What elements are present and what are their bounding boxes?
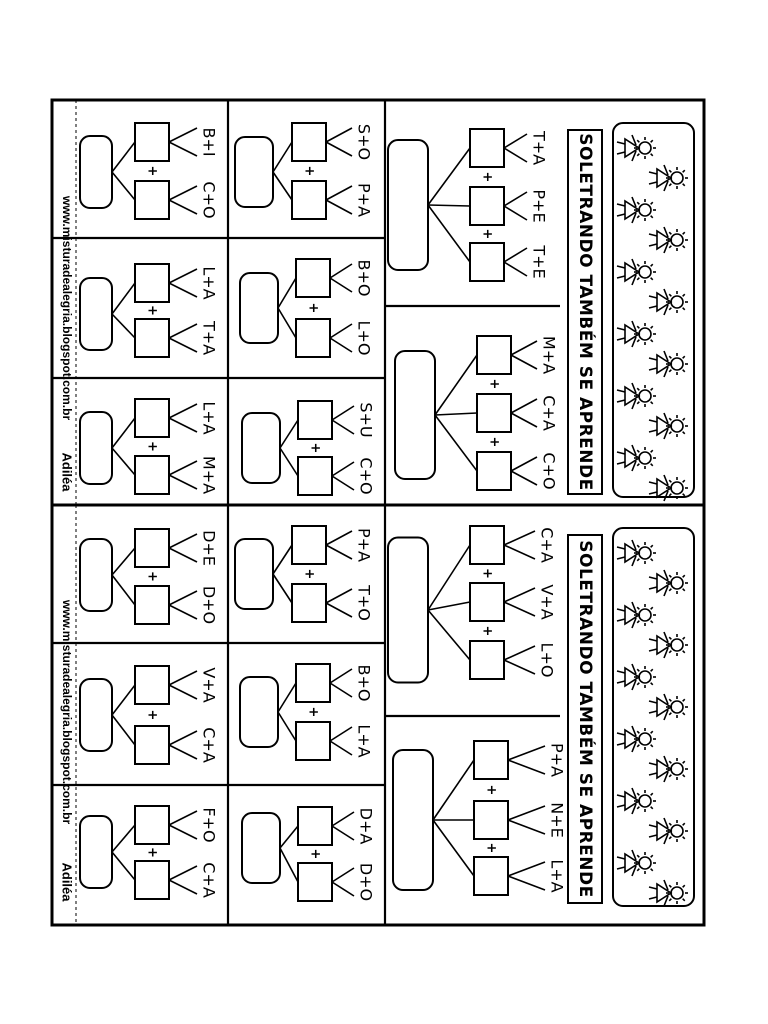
plus-sign: + [479,568,495,579]
fork-line [169,324,197,338]
answer-box [393,750,433,890]
syllable-label: C+A [199,727,219,763]
fork-line [508,806,545,820]
branch-line [428,205,470,206]
syllable-label: L+A [199,401,219,435]
fork-line [169,671,197,685]
fork-line [169,591,197,605]
letter-box [135,529,169,567]
worksheet-panel-1 [52,100,704,505]
syllable-label: D+O [199,585,219,625]
syllable-label: D+A [356,807,376,845]
letter-box [135,264,169,302]
fork-line [332,462,354,476]
word-item-large [393,741,567,895]
letter-box [470,641,504,679]
branch-line [112,548,135,575]
syllable-label: T+A [199,320,219,356]
worksheet-panel-2 [52,505,704,925]
branch-line [278,712,296,741]
word-item-middle [242,807,376,901]
fork-line [169,338,197,352]
fork-line [169,745,197,759]
answer-box [240,273,278,343]
fork-line [169,461,197,475]
answer-box [242,413,280,483]
branch-line [112,685,135,715]
fork-line [504,646,535,660]
syllable-label: V+A [537,584,557,620]
letter-box [135,181,169,219]
fork-line [330,338,352,352]
syllable-label: M+A [539,335,559,375]
plus-sign: + [144,165,160,177]
fork-line [169,269,197,283]
letter-box [296,259,330,297]
letter-box [135,726,169,764]
fork-line [511,471,537,485]
syllable-label: D+E [199,530,219,566]
plus-sign: + [479,625,495,637]
branch-line [433,820,474,876]
answer-box [80,816,112,888]
letter-box [477,336,511,374]
letter-box [135,666,169,704]
plus-sign: + [301,165,317,177]
branch-line [112,448,135,475]
fork-line [504,262,527,276]
letter-box [135,123,169,161]
letter-box [477,452,511,490]
fork-line [511,399,537,413]
fork-line [169,605,197,619]
plus-sign: + [486,436,502,448]
syllable-label: F+O [199,807,219,843]
fork-line [330,669,352,683]
fork-line [326,589,352,603]
fork-line [169,128,197,142]
fork-line [511,413,537,427]
fork-line [169,548,197,562]
syllable-label: N+E [547,802,567,838]
letter-box [296,664,330,702]
letter-box [470,583,504,621]
letter-box [135,319,169,357]
page-title: SOLETRANDO TAMBÉM SE APRENDE [575,133,595,491]
syllable-label: P+A [547,743,567,777]
word-item-middle [240,664,374,760]
syllable-label: B+O [354,664,374,702]
plus-sign: + [307,848,323,860]
branch-line [112,418,135,448]
syllable-label: M+A [199,455,219,495]
branch-line [273,142,292,172]
answer-box [235,539,273,609]
fork-line [169,283,197,297]
branch-line [278,308,296,338]
branch-line [280,826,298,848]
syllable-label: L+O [537,642,557,678]
answer-box [80,412,112,484]
syllable-label: C+O [199,181,219,219]
word-item-small [80,666,219,764]
branch-line [112,852,135,880]
syllable-label: D+O [356,862,376,902]
fork-line [504,248,527,262]
letter-box [470,129,504,167]
plus-sign: + [144,571,160,582]
letter-box [298,807,332,845]
fork-line [326,545,352,559]
fork-line [169,811,197,825]
plus-sign: + [144,709,160,721]
letter-box [292,584,326,622]
syllable-label: S+O [354,123,374,161]
letter-box [135,861,169,899]
letter-box [474,741,508,779]
fork-line [511,341,537,355]
fork-line [326,186,352,200]
fork-line [169,685,197,699]
word-item-middle [240,259,374,357]
letter-box [292,181,326,219]
fork-line [504,206,527,220]
word-item-small [80,399,219,494]
word-item-small [80,123,219,219]
syllable-label: C+A [539,395,559,431]
decoration-box [613,528,694,906]
branch-line [112,172,135,200]
fork-line [332,406,354,420]
fork-line [504,192,527,206]
letter-box [470,526,504,564]
letter-box [296,722,330,760]
author-name: Adiléa [59,452,75,492]
word-item-large [388,129,549,281]
fork-line [508,746,545,760]
word-item-large [388,526,557,683]
fork-line [169,534,197,548]
fork-line [326,142,352,156]
letter-box [477,394,511,432]
syllable-label: B+O [354,259,374,297]
branch-line [273,545,292,574]
answer-box [80,136,112,208]
branch-line [278,683,296,712]
fork-line [511,355,537,369]
syllable-label: P+E [529,189,549,223]
branch-line [435,415,477,471]
plus-sign: + [479,228,495,240]
fork-line [504,134,527,148]
branch-line [435,413,477,415]
branch-line [273,574,292,603]
fork-line [504,545,535,559]
fork-line [511,457,537,471]
branch-line [280,420,298,448]
letter-box [135,399,169,437]
website-url: www.misturadealegria.blogspot.com.br [59,195,74,421]
letter-box [135,456,169,494]
branch-line [280,848,298,882]
syllable-label: P+A [354,183,374,217]
fork-line [504,602,535,616]
website-url: www.misturadealegria.blogspot.com.br [59,599,74,825]
branch-line [435,355,477,415]
fork-line [169,418,197,432]
word-item-small [80,806,219,899]
syllable-label: C+O [356,457,376,495]
branch-line [428,148,470,205]
fork-line [504,660,535,674]
plus-sign: + [301,568,317,580]
fork-line [504,531,535,545]
answer-box [388,538,428,683]
syllable-label: C+A [537,527,557,563]
syllable-label: T+E [529,245,549,279]
plus-sign: + [305,302,321,314]
fork-line [326,531,352,545]
branch-line [433,760,474,820]
answer-box [80,539,112,611]
answer-box [388,140,428,270]
fork-line [169,404,197,418]
fork-line [330,264,352,278]
fork-line [326,128,352,142]
plus-sign: + [307,442,323,454]
fork-line [332,476,354,490]
answer-box [235,137,273,207]
fork-line [508,862,545,876]
fork-line [504,148,527,162]
fork-line [169,866,197,880]
word-item-middle [242,401,376,495]
answer-box [80,278,112,350]
fork-line [508,760,545,774]
letter-box [296,319,330,357]
fork-line [169,825,197,839]
fork-line [330,683,352,697]
branch-line [428,602,470,610]
plus-sign: + [305,706,321,718]
fork-line [504,588,535,602]
syllable-label: L+O [354,320,374,356]
fork-line [332,812,354,826]
syllable-label: B+I [199,127,219,157]
plus-sign: + [479,171,495,183]
letter-box [298,401,332,439]
branch-line [273,172,292,200]
fork-line [330,727,352,741]
fork-line [169,475,197,489]
answer-box [242,813,280,883]
letter-box [470,187,504,225]
syllable-label: C+A [199,862,219,898]
syllable-label: C+O [539,452,559,490]
letter-box [135,586,169,624]
branch-line [112,142,135,172]
fork-line [332,826,354,840]
fork-line [169,880,197,894]
fork-line [169,142,197,156]
letter-box [470,243,504,281]
word-item-large [395,336,559,490]
author-name: Adiléa [59,862,75,902]
decoration-box [613,123,694,497]
branch-line [428,545,470,610]
plus-sign: + [144,305,160,316]
syllable-label: T+A [529,130,549,166]
plus-sign: + [144,441,160,452]
syllable-label: V+A [199,667,219,703]
branch-line [112,715,135,745]
word-item-middle [235,123,374,219]
syllable-label: L+A [354,724,374,758]
letter-box [292,123,326,161]
fork-line [169,731,197,745]
branch-line [112,825,135,852]
plus-sign: + [486,378,502,390]
branch-line [112,314,135,338]
syllable-label: S+U [356,402,376,438]
answer-box [395,351,435,479]
word-item-middle [235,526,374,622]
fork-line [330,741,352,755]
fork-line [326,603,352,617]
branch-line [112,283,135,314]
fork-line [169,186,197,200]
fork-line [326,200,352,214]
fork-line [169,200,197,214]
fork-line [330,278,352,292]
fork-line [508,820,545,834]
letter-box [474,801,508,839]
letter-box [298,863,332,901]
fork-line [330,324,352,338]
fork-line [332,882,354,896]
plus-sign: + [144,847,160,858]
answer-box [240,677,278,747]
word-item-small [80,529,219,624]
plus-sign: + [483,784,499,796]
syllable-label: T+O [354,585,374,621]
letter-box [298,457,332,495]
branch-line [428,205,470,262]
answer-box [80,679,112,751]
plus-sign: + [483,842,499,854]
branch-line [428,610,470,660]
letter-box [135,806,169,844]
syllable-label: L+A [547,859,567,893]
word-item-small [80,264,219,357]
branch-line [278,278,296,308]
syllable-label: P+A [354,528,374,562]
letter-box [474,857,508,895]
branch-line [280,448,298,476]
page-title: SOLETRANDO TAMBÉM SE APRENDE [575,540,595,898]
fork-line [332,868,354,882]
fork-line [332,420,354,434]
syllable-label: L+A [199,266,219,300]
fork-line [508,876,545,890]
letter-box [292,526,326,564]
branch-line [112,575,135,605]
